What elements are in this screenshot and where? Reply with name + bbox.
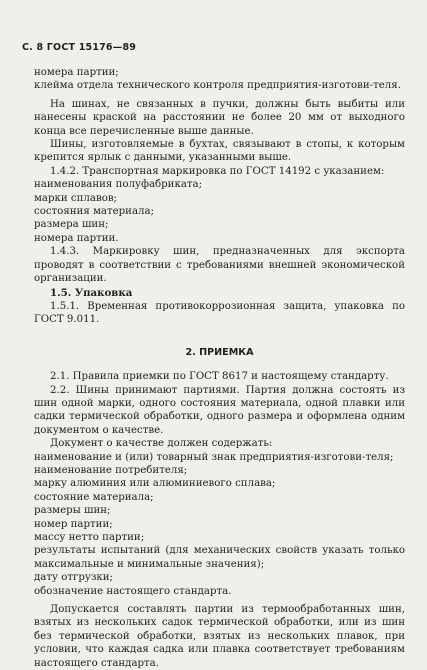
list-item: массу нетто партии; — [34, 532, 145, 543]
line-otk-stamp: клейма отдела технического контроля предприятия-изготови-теля. — [34, 80, 401, 92]
line-batch-number: номера партии; — [34, 67, 119, 78]
paragraph-export-marking: 1.4.3. Маркировку шин, предназначенных для экспорта проводят в соответствии с требованиями внешней экономической организации. — [34, 246, 405, 285]
list-item: номер партии; — [34, 518, 113, 530]
list-item: марки сплавов; — [34, 192, 117, 204]
quality-document-list — [34, 451, 405, 598]
list-item: марку алюминия или алюминиевого сплава; — [34, 478, 276, 490]
list-item: состояния материала; — [34, 206, 155, 218]
paragraph-marking-bars: На шинах, не связанных в пучки, должны быть выбиты или нанесены краской на расстоянии не более 20 мм от выходного конца все перечисленные выше данные. — [34, 98, 405, 137]
paragraph-acceptance-rules: 2.1. Правила приемки по ГОСТ 8617 и настоящему стандарту. — [50, 371, 389, 383]
paragraph-mixed-batches: Допускается составлять партии из термообработанных шин, взятых из нескольких садок термической обработки, или из шин без термической обработки, взятых из нескольких плавок, при условии, что каждая садка или плавка соответствует требованиям настоящего стандарта. — [34, 604, 405, 669]
page-header: С. 8 ГОСТ 15176—89 — [22, 42, 137, 53]
list-item: наименование и (или) товарный знак предприятия-изготови-теля; — [34, 451, 394, 463]
paragraph-quality-document: Документ о качестве должен содержать: — [50, 438, 273, 450]
list-item: обозначение настоящего стандарта. — [34, 585, 232, 597]
paragraph-batches: 2.2. Шины принимают партиями. Партия должна состоять из шин одной марки, одного состояния материала, одной плавки или садки термической обработки, одного размера и оформлена одним документом о качестве. — [34, 384, 405, 436]
section-heading-packaging: 1.5. Упаковка — [50, 286, 133, 299]
list-item: состояние материала; — [34, 491, 154, 503]
section-heading-acceptance: 2. ПРИЕМКА — [185, 346, 254, 358]
paragraph-packaging: 1.5.1. Временная противокоррозионная защита, упаковка по ГОСТ 9.011. — [34, 300, 405, 326]
list-item: дату отгрузки; — [34, 572, 113, 584]
paragraph-coils: Шины, изготовляемые в бухтах, связывают в стопы, к которым крепится ярлык с данными, указанными выше. — [34, 139, 405, 164]
document-body — [34, 66, 405, 670]
paragraph-transport-marking: 1.4.2. Транспортная маркировка по ГОСТ 14192 с указанием: — [50, 165, 385, 177]
transport-marking-list — [34, 178, 405, 245]
list-item: номера партии. — [34, 232, 119, 244]
list-item: размеры шин; — [34, 505, 111, 517]
list-item: результаты испытаний (для механических свойств указать только максимальные и минимальные значения); — [34, 545, 405, 570]
list-item: размера шин; — [34, 219, 109, 231]
list-item: наименования полуфабриката; — [34, 179, 203, 191]
list-item: наименование потребителя; — [34, 464, 188, 476]
